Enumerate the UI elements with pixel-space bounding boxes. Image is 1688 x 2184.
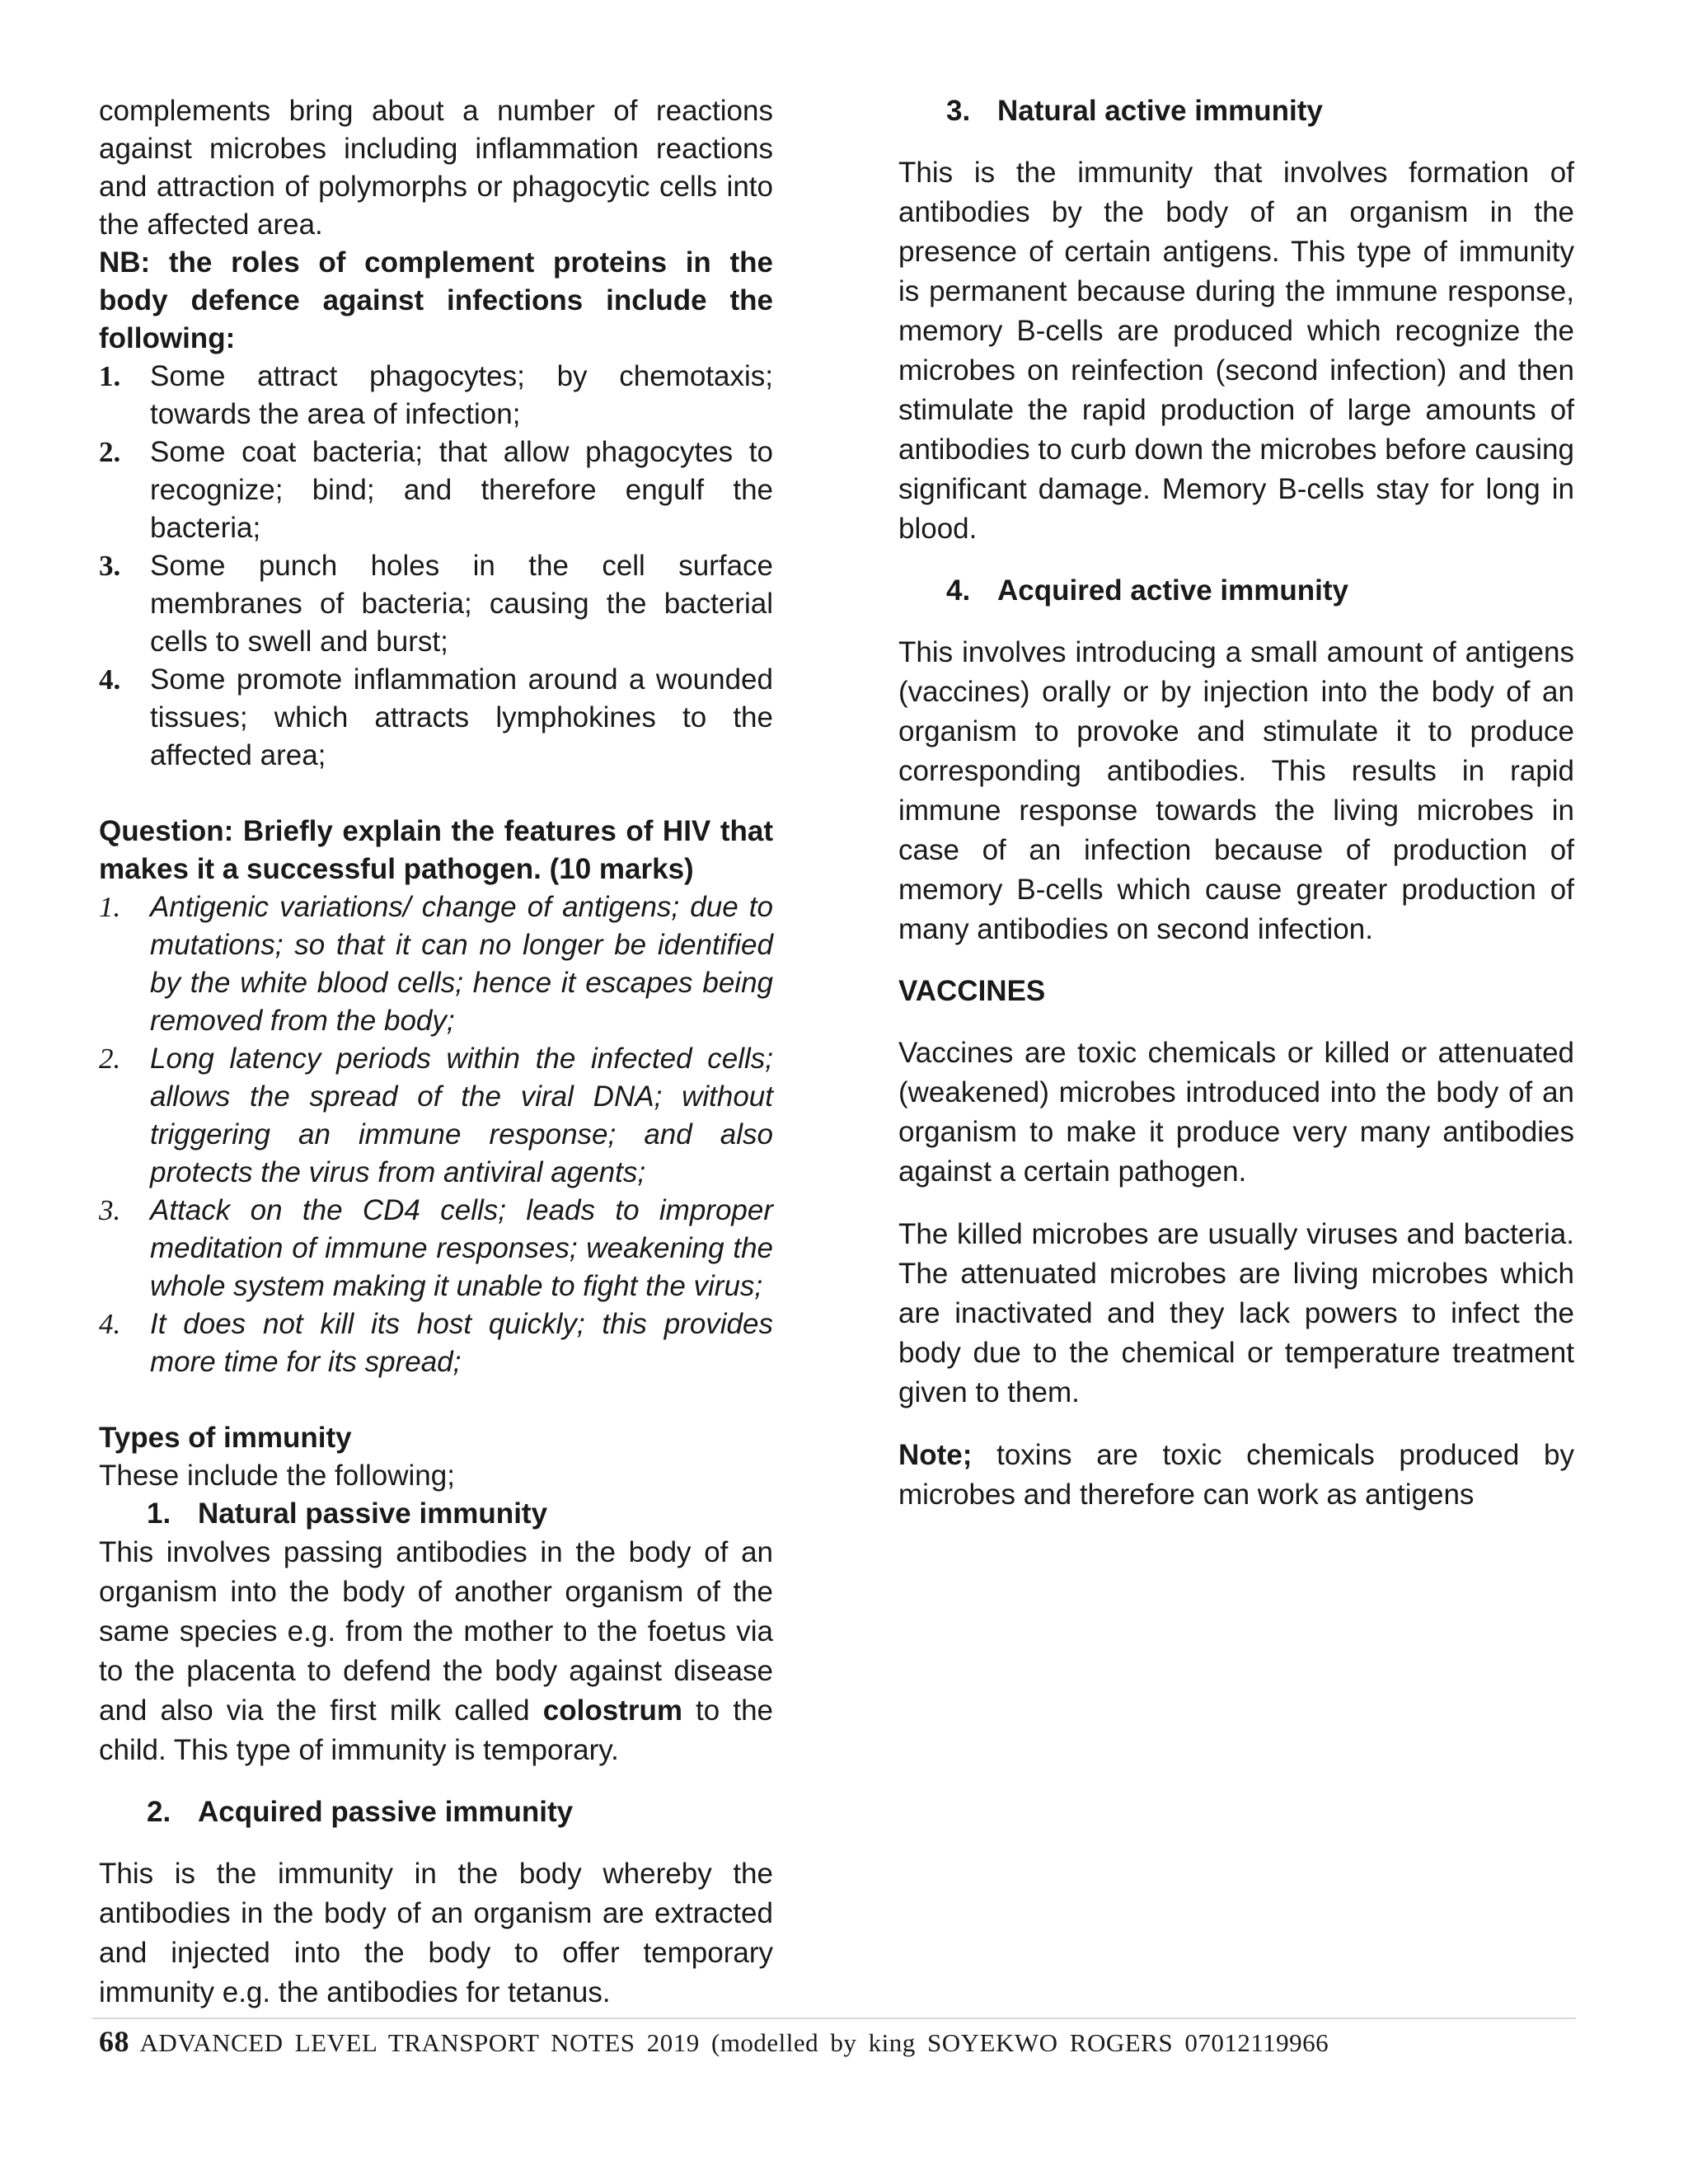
left-column xyxy=(99,92,773,2013)
list-text: Some punch holes in the cell surface membranes of bacteria; causing the bacterial cells to swell and burst; xyxy=(150,550,773,658)
list-number: 4. xyxy=(99,663,121,696)
list-text: Some promote inflammation around a wounded tissues; which attracts lymphokines to the affected area; xyxy=(150,663,773,771)
section-title: Acquired active immunity xyxy=(997,574,1348,607)
list-number: 4. xyxy=(99,1308,121,1340)
list-item xyxy=(99,1192,773,1305)
section-title: Acquired passive immunity xyxy=(198,1796,574,1828)
question-heading: Question: Briefly explain the features of HIV that makes it a successful pathogen. (10 marks) xyxy=(99,815,773,885)
intro-paragraph: complements bring about a number of reactions against microbes including inflammation reactions and attraction of polymorphs or phagocytic cells into the affected area. xyxy=(99,95,773,241)
colostrum-term: colostrum xyxy=(542,1694,682,1727)
list-text: Antigenic variations/ change of antigens; due to mutations; so that it can no longer be identified by the white blood cells; hence it escapes being removed from the body; xyxy=(150,891,773,1037)
list-item xyxy=(99,661,773,775)
nb-heading: NB: the roles of complement proteins in the body defence against infections include the following: xyxy=(99,246,773,354)
list-item xyxy=(99,358,773,434)
note-paragraph xyxy=(898,1436,1574,1515)
acquired-passive-paragraph: This is the immunity in the body whereby the antibodies in the body of an organism are extracted and injected into the body to offer temporary immunity e.g. the antibodies for tetanus. xyxy=(99,1858,773,2008)
section-heading-acquired-passive xyxy=(99,1793,773,1831)
list-text: Some coat bacteria; that allow phagocytes to recognize; bind; and therefore engulf the bacteria; xyxy=(150,436,773,544)
section-number: 2. xyxy=(147,1796,171,1828)
list-number: 2. xyxy=(99,436,121,468)
list-number: 2. xyxy=(99,1043,121,1075)
section-title: Natural active immunity xyxy=(997,95,1323,127)
list-text: It does not kill its host quickly; this provides more time for its spread; xyxy=(150,1308,773,1378)
section-number: 4. xyxy=(946,574,971,607)
section-heading-natural-passive xyxy=(99,1495,773,1533)
list-item xyxy=(99,1040,773,1192)
list-item xyxy=(99,434,773,547)
list-number: 3. xyxy=(99,1194,121,1226)
types-intro: These include the following; xyxy=(99,1460,455,1492)
types-heading: Types of immunity xyxy=(99,1422,352,1454)
vaccines-paragraph-1: Vaccines are toxic chemicals or killed or attenuated (weakened) microbes introduced into the body of an organism to make it produce very many antibodies against a certain pathogen. xyxy=(898,1037,1574,1188)
hiv-features-list xyxy=(99,888,773,1381)
acquired-active-paragraph: This involves introducing a small amount of antigens (vaccines) orally or by injection into the body of an organism to provoke and stimulate it to produce corresponding antibodies. This results in rapid immune response towards the living microbes in case of an infection because of production of memory B-cells which cause greater production of many antibodies on second infection. xyxy=(898,636,1574,945)
footer-text: ADVANCED LEVEL TRANSPORT NOTES 2019 (modelled by king SOYEKWO ROGERS 07012119966 xyxy=(139,2028,1329,2057)
vaccines-heading: VACCINES xyxy=(898,975,1046,1007)
section-heading-acquired-active xyxy=(898,572,1574,610)
list-text: Long latency periods within the infected cells; allows the spread of the viral DNA; without triggering an immune response; and also protects the virus from antiviral agents; xyxy=(150,1043,773,1188)
list-text: Attack on the CD4 cells; leads to improper meditation of immune responses; weakening the whole system making it unable to fight the virus; xyxy=(150,1194,773,1302)
paragraph-text: This involves passing antibodies in the body of an organism into the body of another organism of the same species e.g. from the mother to the foetus via to the placenta to defend the body against disease and also via the first milk called xyxy=(99,1536,773,1727)
section-number: 3. xyxy=(946,95,971,127)
section-number: 1. xyxy=(147,1497,171,1530)
section-title: Natural passive immunity xyxy=(198,1497,548,1530)
right-column xyxy=(898,92,1574,1515)
list-text: Some attract phagocytes; by chemotaxis; towards the area of infection; xyxy=(150,360,773,430)
list-item xyxy=(99,547,773,661)
note-text: toxins are toxic chemicals produced by microbes and therefore can work as antigens xyxy=(898,1439,1574,1511)
vaccines-paragraph-2: The killed microbes are usually viruses and bacteria. The attenuated microbes are living microbes which are inactivated and they lack powers to infect the body due to the chemical or temperature treatment given to them. xyxy=(898,1218,1574,1408)
note-label: Note; xyxy=(898,1439,973,1471)
page-footer xyxy=(99,2024,1329,2059)
page-number: 68 xyxy=(99,2025,129,2058)
list-item xyxy=(99,888,773,1040)
natural-passive-paragraph xyxy=(99,1533,773,1770)
list-number: 1. xyxy=(99,891,121,923)
list-number: 3. xyxy=(99,550,121,582)
list-item xyxy=(99,1305,773,1381)
paragraph-text: to the child. This type of immunity is temporary. xyxy=(99,1694,773,1766)
list-number: 1. xyxy=(99,360,121,392)
natural-active-paragraph: This is the immunity that involves formation of antibodies by the body of an organism in the presence of certain antigens. This type of immunity is permanent because during the immune response, memory B-cells are produced which recognize the microbes on reinfection (second infection) and then stimulate the rapid production of large amounts of antibodies to curb down the microbes before causing significant damage. Memory B-cells stay for long in blood. xyxy=(898,157,1574,545)
complement-roles-list xyxy=(99,358,773,775)
footer-divider xyxy=(92,2018,1576,2019)
section-heading-natural-active xyxy=(898,92,1574,130)
